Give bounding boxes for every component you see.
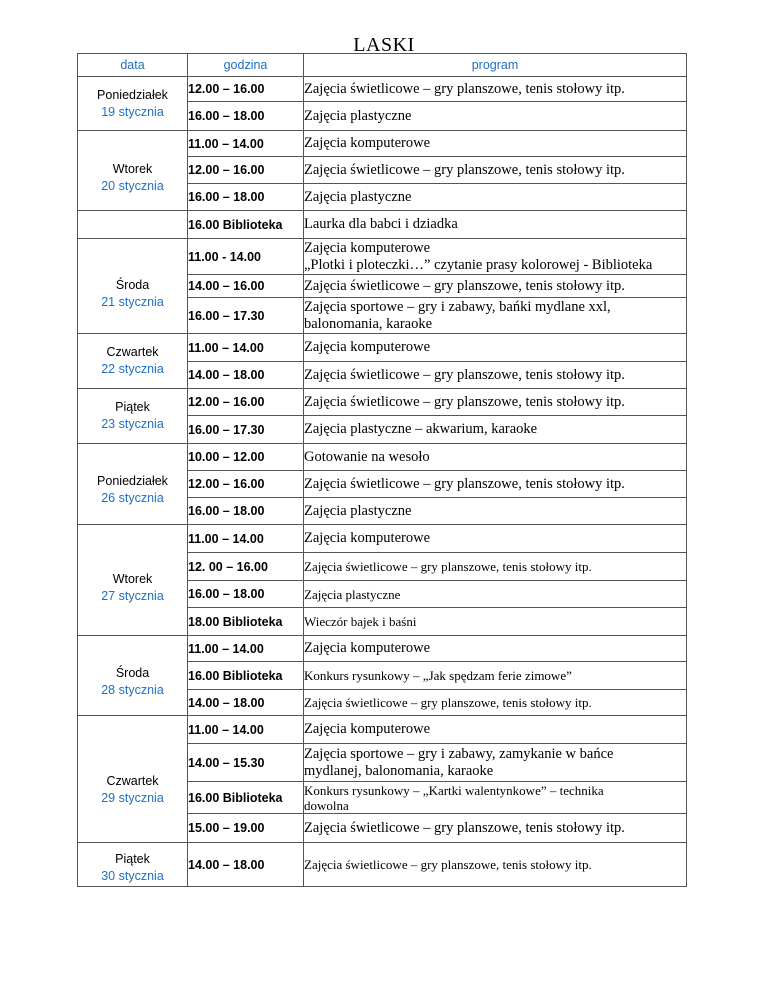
program-line: Zajęcia sportowe – gry i zabawy, zamykanie w bańce [304, 745, 614, 762]
day-name: Poniedziałek [97, 474, 168, 488]
program-line: Zajęcia plastyczne – akwarium, karaoke [304, 421, 538, 437]
header-time: godzina [188, 54, 304, 77]
program-cell [304, 814, 687, 843]
day-name: Wtorek [112, 572, 153, 586]
time-cell: 11.00 – 14.00 [188, 334, 304, 362]
program-line: Konkurs rysunkowy – „Jak spędzam ferie zimowe” [304, 668, 572, 683]
header-date: data [78, 54, 188, 77]
program-line: Zajęcia plastyczne [304, 107, 412, 124]
program-line: balonomania, karaoke [304, 315, 433, 332]
program-line: Zajęcia plastyczne [304, 586, 401, 602]
day-cell [78, 131, 188, 211]
day-date: 23 stycznia [101, 417, 164, 431]
program-line: Gotowanie na wesoło [304, 448, 430, 465]
time-cell: 14.00 – 18.00 [188, 690, 304, 716]
day-name: Czwartek [106, 774, 159, 788]
time-cell: 11.00 - 14.00 [188, 239, 304, 275]
time-cell: 16.00 – 18.00 [188, 498, 304, 525]
program-line: Zajęcia sportowe – gry i zabawy, bańki mydlane xxl, [304, 298, 611, 315]
time-cell: 16.00 – 18.00 [188, 581, 304, 608]
time-cell: 16.00 Biblioteka [188, 662, 304, 690]
time-cell: 16.00 – 18.00 [188, 102, 304, 131]
time-cell: 18.00 Biblioteka [188, 608, 304, 636]
time-cell: 16.00 – 17.30 [188, 416, 304, 444]
time-cell: 16.00 Biblioteka [188, 782, 304, 814]
program-cell [304, 471, 687, 498]
program-cell [304, 636, 687, 662]
program-line: mydlanej, balonomania, karaoke [304, 762, 494, 779]
table-row [78, 444, 687, 471]
day-date: 20 stycznia [101, 178, 164, 193]
day-name: Piątek [115, 400, 150, 414]
day-cell [78, 389, 188, 444]
program-cell [304, 416, 687, 444]
program-cell [304, 553, 687, 581]
program-line: Zajęcia komputerowe [304, 721, 431, 737]
time-cell: 11.00 – 14.00 [188, 716, 304, 744]
day-name: Wtorek [112, 161, 153, 176]
program-cell [304, 662, 687, 690]
program-line: Zajęcia świetlicowe – gry planszowe, tenis stołowy itp. [304, 161, 625, 178]
time-cell: 11.00 – 14.00 [188, 525, 304, 553]
program-line: Zajęcia świetlicowe – gry planszowe, tenis stołowy itp. [304, 366, 625, 383]
program-line: „Plotki i ploteczki…” czytanie prasy kolorowej - Biblioteka [304, 256, 653, 273]
program-line: Zajęcia plastyczne [304, 502, 412, 519]
time-cell: 14.00 – 16.00 [188, 275, 304, 298]
schedule-body [78, 77, 687, 887]
time-cell: 10.00 – 12.00 [188, 444, 304, 471]
day-cell [78, 444, 188, 525]
day-date: 22 stycznia [101, 362, 164, 376]
table-row [78, 211, 687, 239]
time-cell: 11.00 – 14.00 [188, 636, 304, 662]
time-cell: 16.00 – 18.00 [188, 184, 304, 211]
program-cell [304, 211, 687, 239]
time-cell: 12.00 – 16.00 [188, 157, 304, 184]
program-cell [304, 131, 687, 157]
day-name: Środa [115, 665, 150, 680]
table-row [78, 334, 687, 362]
page-title: LASKI [353, 34, 415, 56]
program-cell [304, 716, 687, 744]
table-row [78, 525, 687, 553]
day-cell [78, 211, 188, 239]
day-date: 29 stycznia [101, 791, 164, 805]
program-line: Zajęcia świetlicowe – gry planszowe, tenis stołowy itp. [304, 819, 625, 836]
program-cell [304, 362, 687, 389]
program-cell [304, 690, 687, 716]
day-cell [78, 77, 188, 131]
program-cell [304, 334, 687, 362]
program-cell [304, 102, 687, 131]
program-line: dowolna [304, 797, 349, 813]
header-program: program [304, 54, 687, 77]
program-cell [304, 444, 687, 471]
schedule-table [77, 53, 687, 887]
table-row [78, 716, 687, 744]
header-row [78, 54, 687, 77]
day-date: 27 stycznia [101, 589, 164, 603]
program-line: Zajęcia świetlicowe – gry planszowe, tenis stołowy itp. [304, 393, 625, 410]
program-cell [304, 389, 687, 416]
day-cell [78, 636, 188, 716]
day-cell [78, 239, 188, 334]
day-date: 30 stycznia [101, 868, 164, 883]
day-cell [78, 334, 188, 389]
program-cell [304, 298, 687, 334]
program-line: Zajęcia świetlicowe – gry planszowe, tenis stołowy itp. [304, 80, 625, 97]
time-cell: 14.00 – 15.30 [188, 744, 304, 782]
time-cell: 16.00 Biblioteka [188, 211, 304, 239]
program-line: Laurka dla babci i dziadka [304, 216, 458, 232]
program-cell [304, 239, 687, 275]
program-line: Zajęcia świetlicowe – gry planszowe, tenis stołowy itp. [304, 857, 592, 872]
program-line: Zajęcia świetlicowe – gry planszowe, tenis stołowy itp. [304, 559, 592, 574]
program-line: Konkurs rysunkowy – „Kartki walentynkowe” – technika [304, 782, 604, 798]
program-line: Zajęcia komputerowe [304, 530, 431, 546]
program-cell [304, 275, 687, 298]
table-row [78, 843, 687, 887]
day-cell [78, 843, 188, 887]
program-cell [304, 525, 687, 553]
time-cell: 12.00 – 16.00 [188, 389, 304, 416]
table-row [78, 636, 687, 662]
program-line: Zajęcia świetlicowe – gry planszowe, tenis stołowy itp. [304, 277, 625, 294]
program-line: Zajęcia plastyczne [304, 188, 412, 205]
day-name: Piątek [115, 851, 150, 866]
program-cell [304, 157, 687, 184]
program-cell [304, 77, 687, 102]
time-cell: 14.00 – 18.00 [188, 362, 304, 389]
time-cell: 12.00 – 16.00 [188, 471, 304, 498]
program-cell [304, 744, 687, 782]
program-line: Zajęcia komputerowe [304, 640, 431, 656]
day-name: Czwartek [106, 345, 159, 359]
table-row [78, 131, 687, 157]
time-cell: 12.00 – 16.00 [188, 77, 304, 102]
day-date: 26 stycznia [101, 491, 164, 505]
program-cell [304, 782, 687, 814]
time-cell: 15.00 – 19.00 [188, 814, 304, 843]
program-cell [304, 581, 687, 608]
time-cell: 14.00 – 18.00 [188, 843, 304, 887]
program-cell [304, 184, 687, 211]
program-cell [304, 843, 687, 887]
time-cell: 11.00 – 14.00 [188, 131, 304, 157]
program-line: Zajęcia komputerowe [304, 239, 431, 256]
program-line: Zajęcia świetlicowe – gry planszowe, tenis stołowy itp. [304, 475, 625, 492]
day-name: Środa [115, 278, 150, 292]
day-cell [78, 716, 188, 843]
program-cell [304, 608, 687, 636]
day-date: 28 stycznia [101, 682, 164, 697]
day-name: Poniedziałek [97, 87, 168, 102]
time-cell: 16.00 – 17.30 [188, 298, 304, 334]
table-row [78, 77, 687, 102]
table-row [78, 389, 687, 416]
table-row [78, 239, 687, 275]
time-cell: 12. 00 – 16.00 [188, 553, 304, 581]
day-date: 19 stycznia [101, 104, 164, 119]
day-date: 21 stycznia [101, 295, 164, 309]
program-line: Zajęcia świetlicowe – gry planszowe, tenis stołowy itp. [304, 695, 592, 710]
program-line: Zajęcia komputerowe [304, 339, 431, 355]
program-cell [304, 498, 687, 525]
program-line: Wieczór bajek i baśni [304, 614, 417, 629]
day-cell [78, 525, 188, 636]
program-line: Zajęcia komputerowe [304, 135, 431, 151]
